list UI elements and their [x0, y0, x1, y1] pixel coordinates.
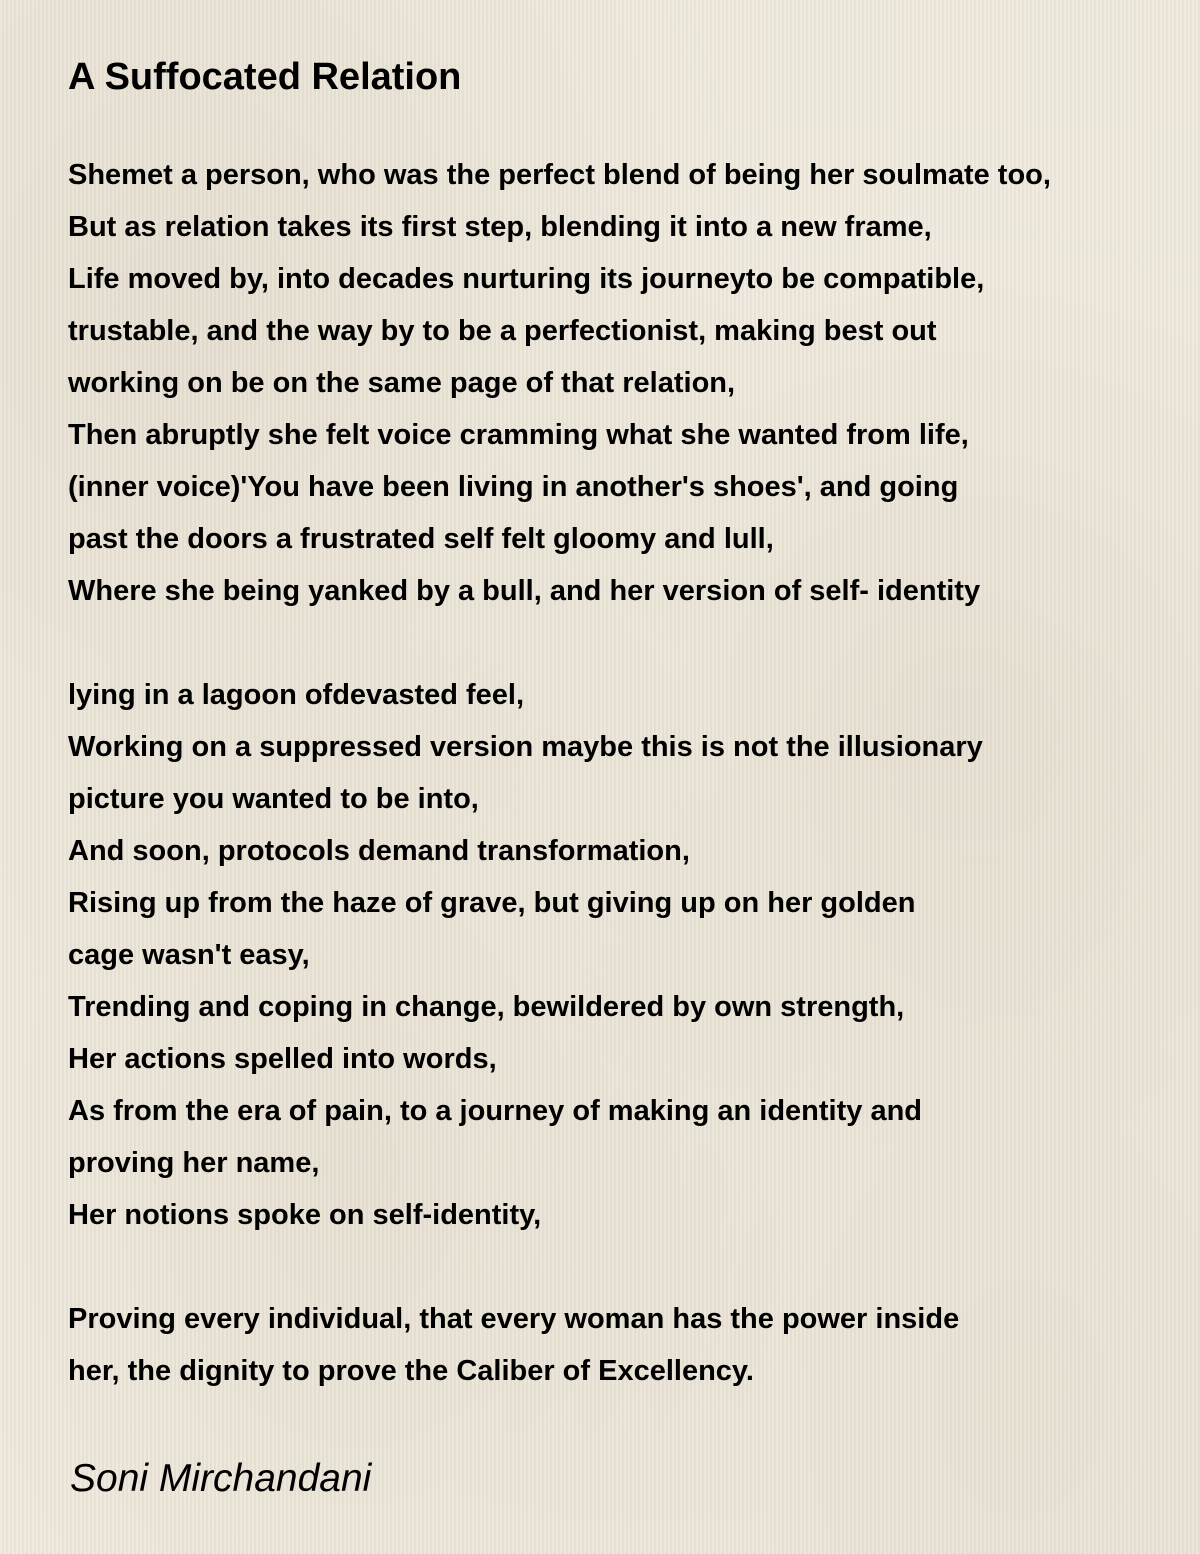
poem-author: Soni Mirchandani [70, 1457, 372, 1500]
poem-line: Rising up from the haze of grave, but giving up on her golden [68, 887, 916, 919]
poem-line: picture you wanted to be into, [68, 783, 479, 815]
poem-line: Then abruptly she felt voice cramming what she wanted from life, [68, 419, 969, 451]
poem-body [68, 149, 1193, 1397]
poem-line: Where she being yanked by a bull, and her version of self- identity [68, 575, 981, 607]
stanza-break [68, 1241, 1193, 1293]
poem-line: her, the dignity to prove the Caliber of Excellency. [68, 1355, 754, 1387]
poem-line: lying in a lagoon ofdevasted feel, [68, 679, 525, 711]
poem-line: cage wasn't easy, [68, 939, 310, 971]
poem-line: Working on a suppressed version maybe this is not the illusionary [68, 731, 983, 763]
poem-line: Proving every individual, that every woman has the power inside [68, 1303, 960, 1335]
poem-line: But as relation takes its first step, blending it into a new frame, [68, 211, 932, 243]
poem-line: As from the era of pain, to a journey of making an identity and [68, 1095, 922, 1127]
poem-line: (inner voice)'You have been living in another's shoes', and going [68, 471, 959, 503]
poem-line: past the doors a frustrated self felt gloomy and lull, [68, 523, 774, 555]
poem-line: proving her name, [68, 1147, 320, 1179]
poem-line: Shemet a person, who was the perfect blend of being her soulmate too, [68, 159, 1051, 191]
poem-line: And soon, protocols demand transformation, [68, 835, 690, 867]
poem-line: Her notions spoke on self-identity, [68, 1199, 542, 1231]
poem-line: Life moved by, into decades nurturing its journeyto be compatible, [68, 263, 985, 295]
stanza-break [68, 617, 1193, 669]
poem-line: Trending and coping in change, bewildered by own strength, [68, 991, 905, 1023]
poem-line: trustable, and the way by to be a perfectionist, making best out [68, 315, 937, 347]
poem-line: working on be on the same page of that relation, [68, 367, 736, 399]
poem-line: Her actions spelled into words, [68, 1043, 497, 1075]
poem-title: A Suffocated Relation [68, 56, 462, 98]
